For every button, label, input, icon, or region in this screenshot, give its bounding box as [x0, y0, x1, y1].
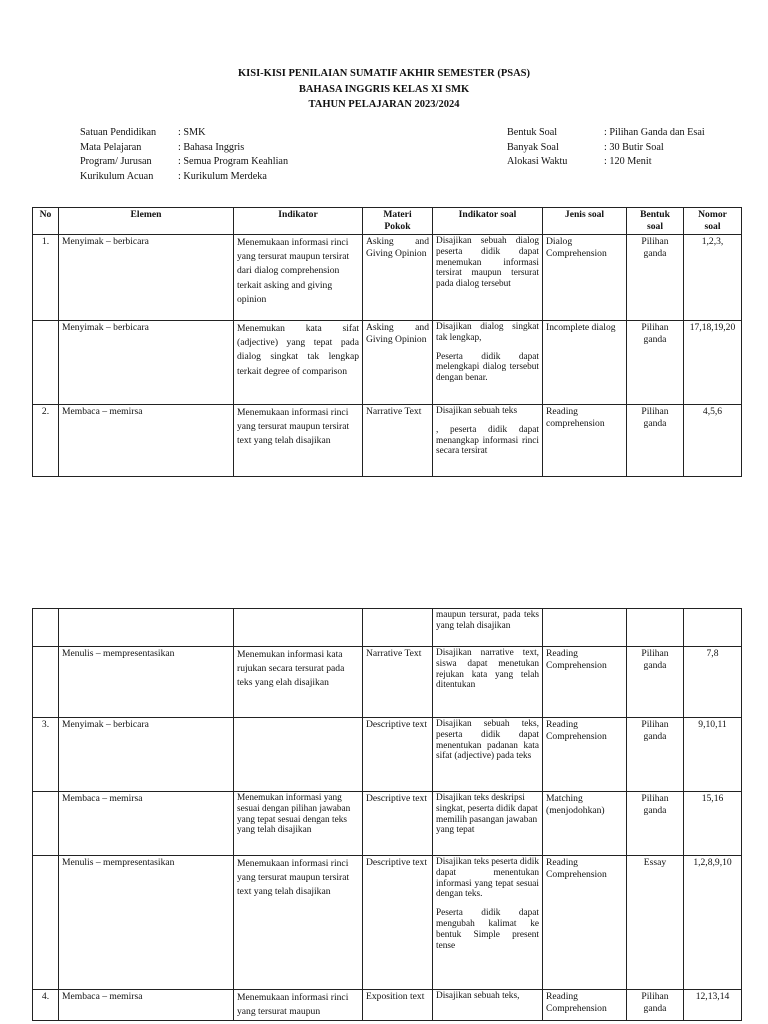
cell-no: [33, 856, 59, 990]
cell-bentuk-soal: Pilihan ganda: [627, 235, 684, 321]
grid-table-2: [32, 608, 742, 1021]
cell-indikator: Menemukaan informasi rinci yang tersurat maupun tersirat text yang telah disajikan: [234, 405, 363, 477]
header-elemen: Elemen: [59, 208, 234, 235]
cell-indikator-soal: Disajikan narrative text, siswa dapat menetukan rejukan kata yang telah ditentukan: [433, 647, 543, 718]
indikator-soal-part-2: Peserta didik dapat mengubah kalimat ke bentuk Simple present tense: [436, 908, 539, 951]
table-row: [33, 609, 742, 647]
cell-nomor-soal: 7,8: [684, 647, 742, 718]
header-bentuk-line-1: Bentuk: [640, 209, 670, 220]
exam-info: [507, 126, 705, 170]
cell-materi: Asking and Giving Opinion: [363, 321, 433, 405]
table-row: [33, 647, 742, 718]
indikator-soal-part-2: Peserta didik dapat melengkapi dialog tersebut dengan benar.: [436, 351, 539, 384]
header-materi: [363, 208, 433, 235]
cell-nomor-soal: 12,13,14: [684, 990, 742, 1021]
cell-nomor-soal: 4,5,6: [684, 405, 742, 477]
cell-materi: Descriptive text: [363, 856, 433, 990]
title-line-1: KISI-KISI PENILAIAN SUMATIF AKHIR SEMESTER (PSAS): [237, 68, 531, 79]
header-bentuk-soal: [627, 208, 684, 235]
cell-bentuk-soal: Pilihan ganda: [627, 405, 684, 477]
cell-no: [33, 792, 59, 856]
info-row: [507, 155, 705, 170]
info-label: Alokasi Waktu: [507, 156, 568, 167]
info-row: [507, 126, 705, 141]
cell-elemen: Menulis – mempresentasikan: [59, 856, 234, 990]
indikator-soal-part-1: Disajikan teks peserta didik dapat menentukan informasi yang tepat sesuai dengan teks.: [436, 857, 540, 900]
info-value: : 30 Butir Soal: [604, 141, 664, 153]
cell-elemen: Menyimak – berbicara: [59, 321, 234, 405]
header-no: No: [33, 208, 59, 235]
table-row: [33, 321, 742, 405]
cell-indikator: Menemukaan informasi rinci yang tersurat maupun tersirat dari dialog comprehension terkait asking and giving opinion: [234, 235, 363, 321]
document-title: [0, 66, 768, 113]
header-nomor-soal: [684, 208, 742, 235]
table-row: [33, 235, 742, 321]
info-value: : Kurikulum Merdeka: [178, 170, 267, 182]
cell-bentuk-soal: Pilihan ganda: [627, 647, 684, 718]
info-value: : Pilihan Ganda dan Esai: [604, 127, 705, 138]
cell-jenis-soal: [543, 609, 627, 647]
cell-elemen: Membaca – memirsa: [59, 990, 234, 1021]
info-label: Bentuk Soal: [507, 127, 558, 138]
cell-elemen: Membaca – memirsa: [59, 792, 234, 856]
cell-no: 2.: [33, 405, 59, 477]
info-label: Kurikulum Acuan: [80, 170, 154, 182]
cell-materi: Exposition text: [363, 990, 433, 1021]
info-label: Mata Pelajaran: [80, 141, 142, 153]
info-label: Satuan Pendidikan: [80, 127, 157, 138]
table-row: [33, 718, 742, 792]
cell-indikator-soal: [433, 856, 543, 990]
cell-jenis-soal: Matching (menjodohkan): [543, 792, 627, 856]
header-nomor-line-1: Nomor: [698, 209, 727, 220]
cell-materi: Descriptive text: [363, 718, 433, 792]
cell-materi: [363, 609, 433, 647]
info-row: [80, 170, 288, 185]
cell-materi: Narrative Text: [363, 647, 433, 718]
cell-jenis-soal: Dialog Comprehension: [543, 235, 627, 321]
cell-jenis-soal: Reading comprehension: [543, 405, 627, 477]
cell-elemen: Menulis – mempresentasikan: [59, 647, 234, 718]
cell-elemen: Menyimak – berbicara: [59, 235, 234, 321]
header-indikator-soal: Indikator soal: [433, 208, 543, 235]
cell-nomor-soal: 9,10,11: [684, 718, 742, 792]
cell-indikator-soal: [433, 405, 543, 477]
cell-no: 4.: [33, 990, 59, 1021]
info-row: [80, 126, 288, 141]
header-materi-line-2: Pokok: [384, 221, 411, 232]
table-row: [33, 405, 742, 477]
cell-indikator: Menemukaan informasi rinci yang tersurat maupun: [234, 990, 363, 1021]
cell-indikator: Menemukan informasi yang sesuai dengan pilihan jawaban yang tepat sesuai dengan teks yang telah disajikan: [234, 792, 363, 856]
cell-materi: Asking and Giving Opinion: [363, 235, 433, 321]
header-bentuk-line-2: soal: [647, 221, 663, 232]
cell-materi: Narrative Text: [363, 405, 433, 477]
header-nomor-line-2: soal: [704, 221, 721, 232]
cell-nomor-soal: 1,2,8,9,10: [684, 856, 742, 990]
info-value: : Semua Program Keahlian: [178, 156, 289, 167]
cell-elemen: Menyimak – berbicara: [59, 718, 234, 792]
cell-jenis-soal: Reading Comprehension: [543, 990, 627, 1021]
indikator-soal-part-2: , peserta didik dapat menangkap informasi rinci secara tersirat: [436, 424, 539, 457]
cell-jenis-soal: Reading Comprehension: [543, 856, 627, 990]
cell-indikator: [234, 609, 363, 647]
cell-no: 1.: [33, 235, 59, 321]
cell-bentuk-soal: Pilihan ganda: [627, 792, 684, 856]
indikator-soal-part-1: Disajikan dialog singkat tak lengkap,: [436, 322, 539, 343]
title-line-3: TAHUN PELAJARAN 2023/2024: [308, 99, 460, 110]
cell-indikator: [234, 718, 363, 792]
cell-indikator-soal: Disajikan sebuah teks,: [433, 990, 543, 1021]
cell-jenis-soal: Incomplete dialog: [543, 321, 627, 405]
grid-table-1: [32, 207, 742, 477]
cell-bentuk-soal: Essay: [627, 856, 684, 990]
cell-elemen: [59, 609, 234, 647]
title-line-2: BAHASA INGGRIS KELAS XI SMK: [298, 83, 470, 95]
cell-bentuk-soal: Pilihan ganda: [627, 990, 684, 1021]
header-indikator: Indikator: [234, 208, 363, 235]
cell-indikator: Menemukan informasi kata rujukan secara tersurat pada teks yang elah disajikan: [234, 647, 363, 718]
info-value: : Bahasa Inggris: [178, 141, 245, 153]
table-header-row: [33, 208, 742, 235]
table-row: [33, 792, 742, 856]
cell-indikator-soal: maupun tersurat, pada teks yang telah disajikan: [433, 609, 543, 647]
cell-no: [33, 321, 59, 405]
cell-no: [33, 647, 59, 718]
cell-indikator-soal: Disajikan sebuah dialog peserta didik dapat menemukan informasi tersirat maupun tersurat pada dialog tersebut: [433, 235, 543, 321]
cell-jenis-soal: Reading Comprehension: [543, 718, 627, 792]
cell-nomor-soal: 15,16: [684, 792, 742, 856]
info-row: [507, 141, 705, 156]
cell-materi: Descriptive text: [363, 792, 433, 856]
cell-indikator-soal: Disajikan sebuah teks, peserta didik dapat menentukan padanan kata sifat (adjective) pada teks: [433, 718, 543, 792]
school-info: [80, 126, 288, 184]
cell-bentuk-soal: Pilihan ganda: [627, 321, 684, 405]
info-label: Banyak Soal: [507, 141, 559, 153]
info-value: : SMK: [178, 127, 206, 138]
cell-no: 3.: [33, 718, 59, 792]
cell-nomor-soal: [684, 609, 742, 647]
cell-no: [33, 609, 59, 647]
cell-bentuk-soal: [627, 609, 684, 647]
table-row: [33, 990, 742, 1021]
table-row: [33, 856, 742, 990]
cell-jenis-soal: Reading Comprehension: [543, 647, 627, 718]
cell-nomor-soal: 1,2,3,: [684, 235, 742, 321]
cell-indikator-soal: [433, 321, 543, 405]
cell-elemen: Membaca – memirsa: [59, 405, 234, 477]
info-row: [80, 141, 288, 156]
header-materi-line-1: Materi: [383, 209, 412, 220]
cell-nomor-soal: 17,18,19,20: [684, 321, 742, 405]
info-value: : 120 Menit: [604, 156, 652, 167]
info-row: [80, 155, 288, 170]
indikator-soal-part-1: Disajikan sebuah teks: [436, 406, 518, 416]
cell-bentuk-soal: Pilihan ganda: [627, 718, 684, 792]
info-label: Program/ Jurusan: [80, 156, 152, 167]
cell-indikator-soal: Disajikan teks deskripsi singkat, peserta didik dapat memilih pasangan jawaban yang tepat: [433, 792, 543, 856]
cell-indikator: Menemukan kata sifat (adjective) yang tepat pada dialog singkat tak lengkap terkait degree of comparison: [234, 321, 363, 405]
header-jenis-soal: Jenis soal: [543, 208, 627, 235]
cell-indikator: Menemukaan informasi rinci yang tersurat maupun tersirat text yang telah disajikan: [234, 856, 363, 990]
